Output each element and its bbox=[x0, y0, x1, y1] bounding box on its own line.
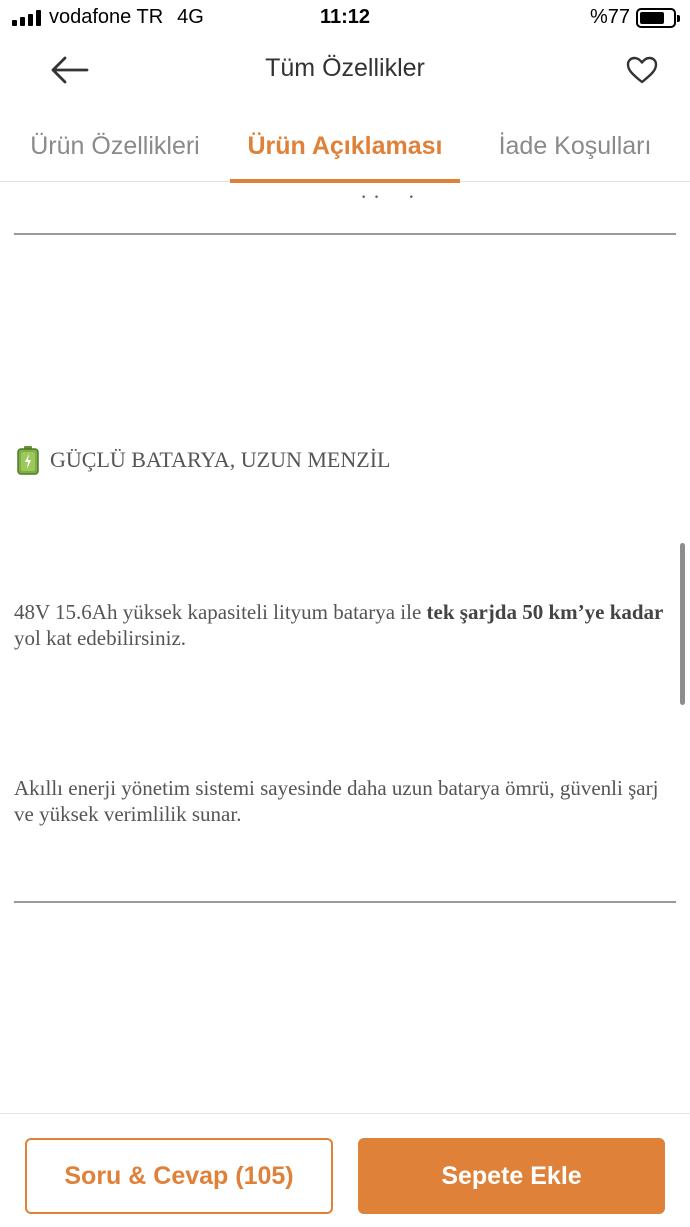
favorite-button[interactable] bbox=[622, 50, 662, 90]
paragraph-text: 48V 15.6Ah yüksek kapasiteli lityum batarya ile bbox=[14, 600, 427, 624]
divider bbox=[14, 233, 676, 235]
questions-answers-button[interactable] bbox=[25, 1138, 333, 1214]
carrier-name: vodafone TR bbox=[49, 6, 164, 28]
clipped-text-fragment: · · · bbox=[360, 184, 415, 209]
divider bbox=[14, 901, 676, 903]
network-type: 4G bbox=[177, 6, 204, 28]
section-heading-text: GÜÇLÜ BATARYA, UZUN MENZİL bbox=[50, 447, 391, 472]
heart-outline-icon bbox=[626, 56, 658, 84]
status-bar bbox=[0, 0, 690, 36]
paragraph-text: yol kat edebilirsiniz. bbox=[14, 626, 187, 650]
battery-icon bbox=[16, 445, 40, 475]
button-label: Sepete Ekle bbox=[441, 1161, 582, 1190]
tab-label: Ürün Açıklaması bbox=[247, 131, 443, 160]
top-navigation-bar bbox=[0, 40, 690, 100]
tab-return-conditions[interactable] bbox=[460, 110, 690, 182]
tab-bar bbox=[0, 110, 690, 182]
add-to-cart-button[interactable] bbox=[358, 1138, 665, 1214]
status-time: 11:12 bbox=[319, 6, 371, 28]
description-paragraph: Akıllı enerji yönetim sistemi sayesinde daha uzun batarya ömrü, güvenli şarj ve yüksek verimlilik sunar. bbox=[14, 776, 659, 826]
paragraph-bold-text: tek şarjda 50 km’ye kadar bbox=[426, 600, 664, 624]
tab-product-description[interactable] bbox=[230, 110, 460, 182]
tab-label: İade Koşulları bbox=[498, 131, 652, 160]
section-heading bbox=[16, 445, 390, 475]
battery-icon bbox=[636, 8, 676, 28]
battery-percentage: %77 bbox=[589, 6, 630, 28]
scrollbar[interactable] bbox=[680, 543, 685, 705]
description-paragraph bbox=[14, 599, 680, 651]
button-label: Soru & Cevap (105) bbox=[64, 1161, 294, 1190]
tab-label: Ürün Özellikleri bbox=[30, 131, 200, 160]
bottom-action-bar bbox=[0, 1113, 690, 1227]
description-content[interactable] bbox=[0, 183, 690, 1113]
tab-product-features[interactable] bbox=[0, 110, 230, 182]
status-right bbox=[590, 6, 676, 29]
page-title: Tüm Özellikler bbox=[265, 54, 425, 82]
